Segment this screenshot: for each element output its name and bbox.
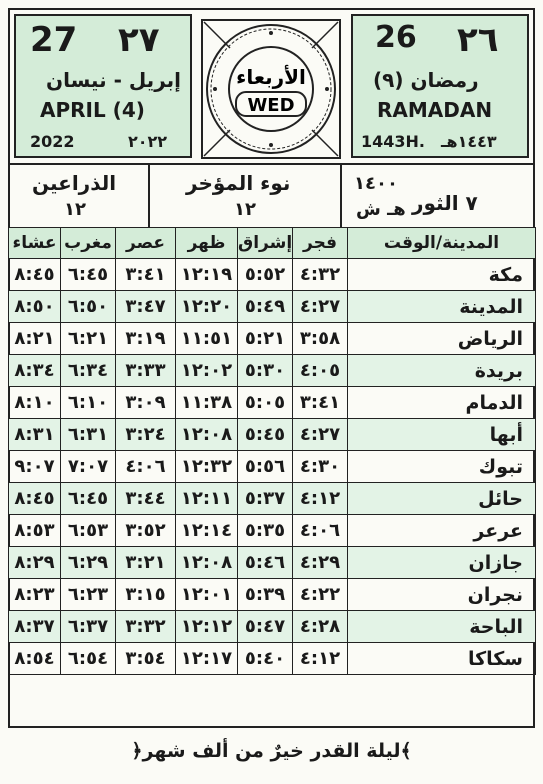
header-asr: عصر [116,228,176,259]
isha-cell: ٨:٥٠ [9,291,61,323]
dhuhr-cell: ١٢:١٧ [176,643,238,675]
gregorian-year-arabic: ٢٠٢٢ [128,132,168,151]
hijri-month-english: RAMADAN [377,98,493,122]
hijri-day: 26 [375,20,417,55]
info-right [340,165,535,229]
table-row [9,387,536,419]
info-left [8,165,148,229]
table-row [9,515,536,547]
prayer-times-table [8,227,536,675]
maghrib-cell: ٦:٢٩ [61,547,116,579]
isha-cell: ٩:٠٧ [9,451,61,483]
asr-cell: ٣:٣٢ [116,611,176,643]
sunrise-cell: ٥:٤٦ [238,547,293,579]
isha-cell: ٨:٢١ [9,323,61,355]
city-cell: أبها [348,419,536,451]
weekday-arabic: الأربعاء [236,65,306,89]
city-cell: حائل [348,483,536,515]
table-row [9,483,536,515]
gregorian-year: 2022 [30,132,75,151]
hijri-month-arabic: رمضان (٩) [373,68,479,92]
weekday-english: WED [247,95,295,116]
maghrib-cell: ٦:٤٥ [61,259,116,291]
table-row [9,547,536,579]
sunrise-cell: ٥:٥٦ [238,451,293,483]
city-cell: جازان [348,547,536,579]
table-header-row [9,228,536,259]
table-row [9,611,536,643]
header-dhuhr: ظهر [176,228,238,259]
gregorian-day: 27 [30,20,78,60]
maghrib-cell: ٦:٥٣ [61,515,116,547]
fajr-cell: ٤:١٢ [293,643,348,675]
maghrib-cell: ٧:٠٧ [61,451,116,483]
maghrib-cell: ٦:٢٣ [61,579,116,611]
dhuhr-cell: ١٢:٠٢ [176,355,238,387]
dhuhr-cell: ١٢:١١ [176,483,238,515]
hijri-year-arabic: ١٤٤٣هـ [441,132,497,151]
sunrise-cell: ٥:٣٧ [238,483,293,515]
asr-cell: ٣:٤٤ [116,483,176,515]
asr-cell: ٣:٥٤ [116,643,176,675]
header-fajr: فجر [293,228,348,259]
dhuhr-cell: ١١:٣٨ [176,387,238,419]
fajr-cell: ٣:٥٨ [293,323,348,355]
info-middle [148,165,340,229]
maghrib-cell: ٦:١٠ [61,387,116,419]
table-row [9,323,536,355]
maghrib-cell: ٦:٢١ [61,323,116,355]
isha-cell: ٨:١٠ [9,387,61,419]
city-cell: المدينة [348,291,536,323]
isha-cell: ٨:٣٧ [9,611,61,643]
city-cell: عرعر [348,515,536,547]
table-row [9,355,536,387]
asr-cell: ٣:٢٤ [116,419,176,451]
weekday-seal [200,18,342,160]
fajr-cell: ٤:٠٦ [293,515,348,547]
fajr-cell: ٣:٤١ [293,387,348,419]
maghrib-cell: ٦:٥٠ [61,291,116,323]
header [8,8,535,163]
header-sunrise: إشراق [238,228,293,259]
info-right-title: ٧ الثور [412,191,478,215]
header-city: المدينة/الوقت [348,228,536,259]
city-cell: تبوك [348,451,536,483]
fajr-cell: ٤:٣٠ [293,451,348,483]
city-cell: الرياض [348,323,536,355]
dhuhr-cell: ١٢:٣٢ [176,451,238,483]
asr-cell: ٣:٠٩ [116,387,176,419]
fajr-cell: ٤:٢٩ [293,547,348,579]
isha-cell: ٨:٢٩ [9,547,61,579]
sunrise-cell: ٥:٢١ [238,323,293,355]
fajr-cell: ٤:٣٢ [293,259,348,291]
sunrise-cell: ٥:٤٥ [238,419,293,451]
maghrib-cell: ٦:٥٤ [61,643,116,675]
maghrib-cell: ٦:٣٧ [61,611,116,643]
hijri-year: 1443H. [361,132,425,151]
info-left-value: ١٢ [64,199,86,220]
gregorian-box [14,14,192,158]
fajr-cell: ٤:٢٧ [293,419,348,451]
isha-cell: ٨:٤٥ [9,483,61,515]
header-maghrib: مغرب [61,228,116,259]
sunrise-cell: ٥:٠٥ [238,387,293,419]
city-cell: مكة [348,259,536,291]
sunrise-cell: ٥:٣٠ [238,355,293,387]
maghrib-cell: ٦:٣٤ [61,355,116,387]
fajr-cell: ٤:١٢ [293,483,348,515]
asr-cell: ٣:٥٢ [116,515,176,547]
asr-cell: ٣:٢١ [116,547,176,579]
info-middle-title: نوء المؤخر [186,171,291,195]
dhuhr-cell: ١٢:١٤ [176,515,238,547]
dhuhr-cell: ١١:٥١ [176,323,238,355]
dhuhr-cell: ١٢:٠٨ [176,547,238,579]
city-cell: بريدة [348,355,536,387]
fajr-cell: ٤:٠٥ [293,355,348,387]
sunrise-cell: ٥:٣٩ [238,579,293,611]
table-row [9,419,536,451]
asr-cell: ٣:٤٧ [116,291,176,323]
isha-cell: ٨:٤٥ [9,259,61,291]
table-body [9,259,536,675]
isha-cell: ٨:٣٤ [9,355,61,387]
city-cell: سكاكا [348,643,536,675]
sunrise-cell: ٥:٤٠ [238,643,293,675]
table-row [9,579,536,611]
hijri-day-arabic: ٢٦ [457,20,499,60]
dhuhr-cell: ١٢:١٢ [176,611,238,643]
info-right-era: هـ ش [356,199,406,220]
info-row [8,163,535,229]
gregorian-month-english: APRIL (4) [40,98,145,122]
asr-cell: ٣:١٩ [116,323,176,355]
city-cell: الباحة [348,611,536,643]
city-cell: الدمام [348,387,536,419]
info-right-year: ١٤٠٠ [354,173,398,194]
sunrise-cell: ٥:٥٢ [238,259,293,291]
table-row [9,291,536,323]
asr-cell: ٣:٤١ [116,259,176,291]
asr-cell: ٣:١٥ [116,579,176,611]
footer-verse: ﴿ليلة القدر خيرٌ من ألف شهر﴾ [131,740,412,762]
gregorian-month-arabic: إبريل - نيسان [46,68,181,92]
table-row [9,451,536,483]
sunrise-cell: ٥:٣٥ [238,515,293,547]
asr-cell: ٤:٠٦ [116,451,176,483]
isha-cell: ٨:٥٤ [9,643,61,675]
fajr-cell: ٤:٢٨ [293,611,348,643]
dhuhr-cell: ١٢:١٩ [176,259,238,291]
isha-cell: ٨:٢٣ [9,579,61,611]
fajr-cell: ٤:٢٢ [293,579,348,611]
asr-cell: ٣:٣٣ [116,355,176,387]
maghrib-cell: ٦:٣١ [61,419,116,451]
isha-cell: ٨:٥٣ [9,515,61,547]
header-isha: عشاء [9,228,61,259]
fajr-cell: ٤:٢٧ [293,291,348,323]
dhuhr-cell: ١٢:٢٠ [176,291,238,323]
dhuhr-cell: ١٢:٠٨ [176,419,238,451]
info-middle-value: ١٢ [234,199,256,220]
sunrise-cell: ٥:٤٧ [238,611,293,643]
table-row [9,643,536,675]
gregorian-day-arabic: ٢٧ [118,20,160,60]
isha-cell: ٨:٣١ [9,419,61,451]
city-cell: نجران [348,579,536,611]
maghrib-cell: ٦:٤٥ [61,483,116,515]
hijri-box [351,14,529,158]
dhuhr-cell: ١٢:٠١ [176,579,238,611]
info-left-title: الذراعين [32,171,117,195]
table-row [9,259,536,291]
sunrise-cell: ٥:٤٩ [238,291,293,323]
